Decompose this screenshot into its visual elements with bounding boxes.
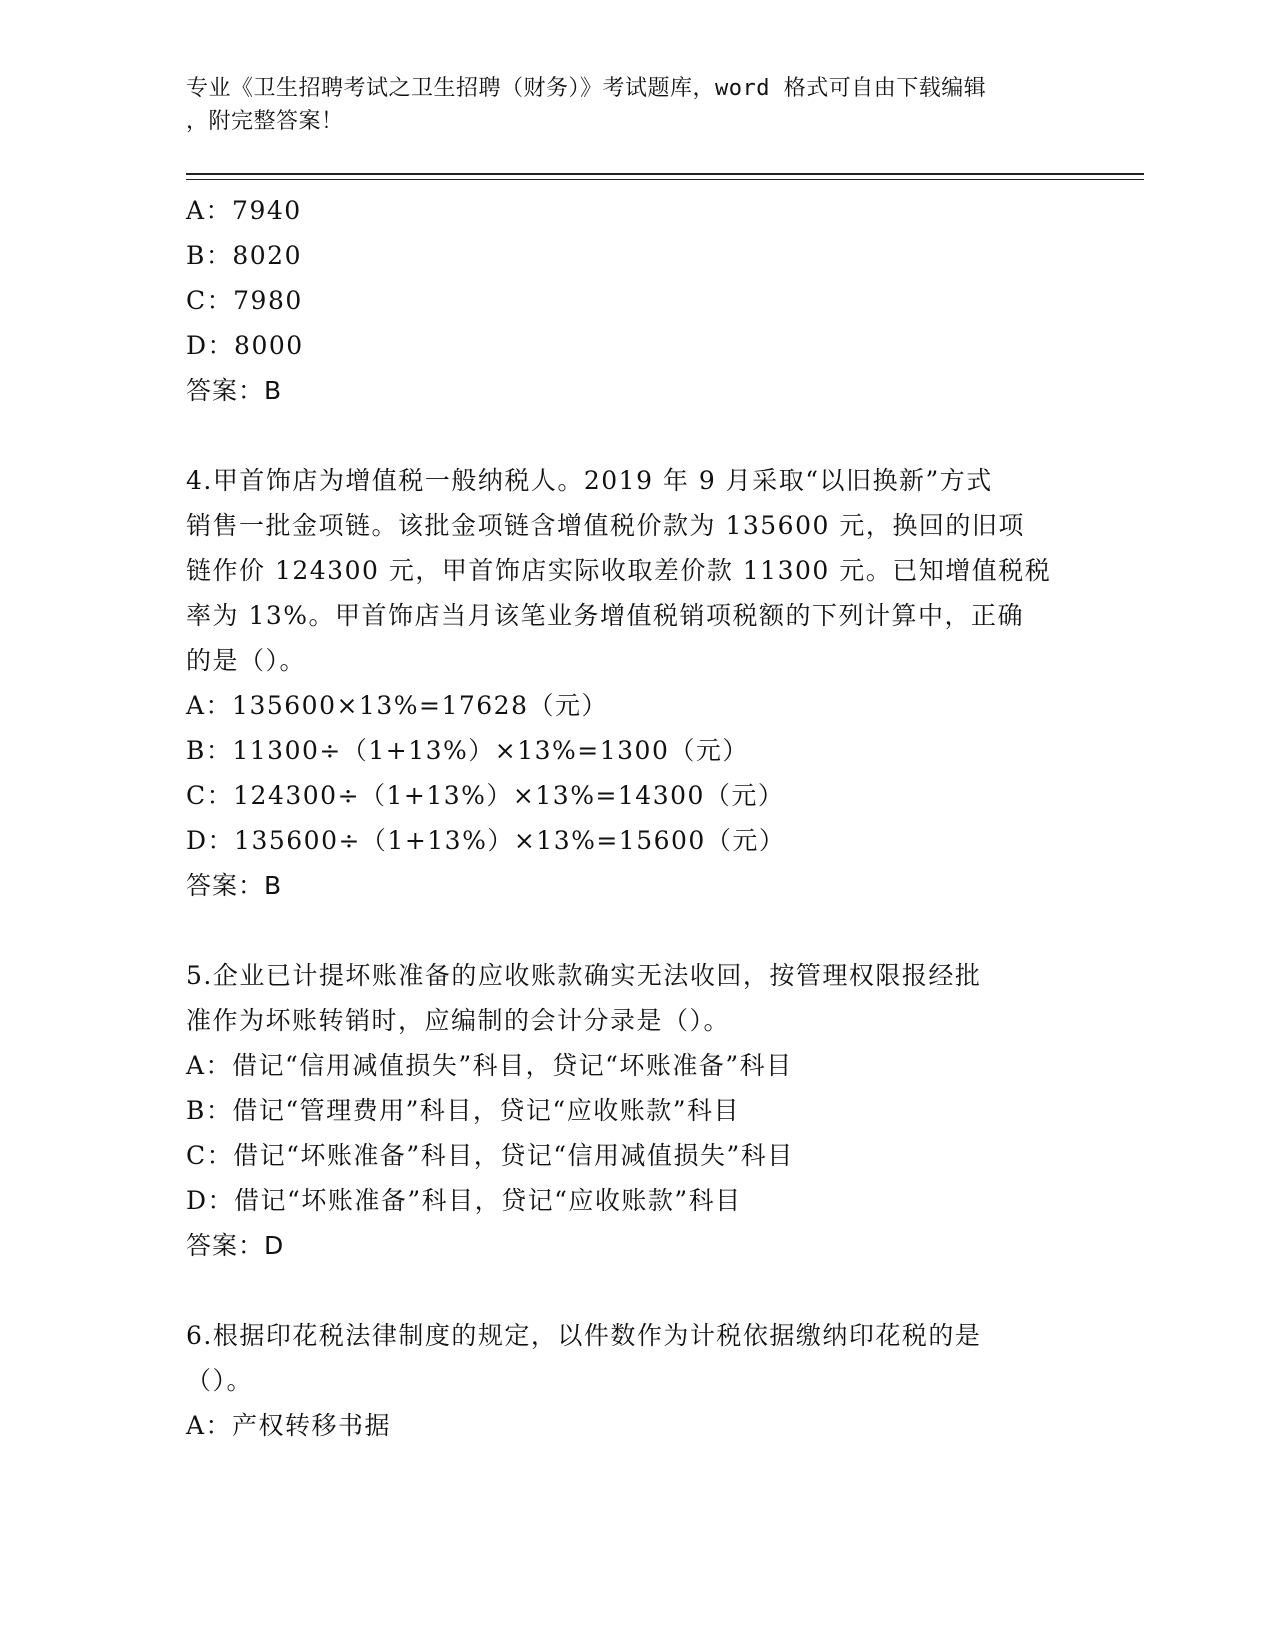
option-b: B：8020	[186, 241, 302, 270]
question-stem-line: 链作价 124300 元，甲首饰店实际收取差价款 11300 元。已知增值税税	[186, 556, 1052, 585]
question-3-block	[186, 188, 1086, 413]
header-divider-thin	[186, 179, 1144, 180]
question-5-block	[186, 953, 1086, 1268]
option-d: D：135600÷（1+13%）×13%=15600（元）	[186, 826, 786, 855]
option-a: A：7940	[186, 196, 302, 225]
option-c: C：124300÷（1+13%）×13%=14300（元）	[186, 781, 785, 810]
question-stem-line: 率为 13%。甲首饰店当月该笔业务增值税销项税额的下列计算中，正确	[186, 601, 1025, 630]
question-stem-line: （）。	[186, 1366, 254, 1395]
spacer	[186, 908, 1086, 953]
question-stem-line: 5.企业已计提坏账准备的应收账款确实无法收回，按管理权限报经批	[186, 961, 982, 990]
header-line-1: 专业《卫生招聘考试之卫生招聘（财务）》考试题库，word 格式可自由下载编辑	[186, 76, 987, 101]
header-divider-thick	[186, 173, 1144, 175]
spacer	[186, 413, 1086, 458]
question-stem-line: 准作为坏账转销时，应编制的会计分录是（）。	[186, 1006, 731, 1035]
option-d: D：借记“坏账准备”科目，贷记“应收账款”科目	[186, 1186, 742, 1215]
option-c: C：7980	[186, 286, 303, 315]
option-b: B：11300÷（1+13%）×13%=1300（元）	[186, 736, 749, 765]
question-6-block	[186, 1313, 1086, 1448]
question-stem-line: 4.甲首饰店为增值税一般纳税人。2019 年 9 月采取“以旧换新”方式	[186, 466, 993, 495]
question-content	[186, 188, 1086, 1448]
answer-line: 答案：B	[186, 376, 283, 405]
option-a: A：135600×13%=17628（元）	[186, 691, 608, 720]
option-a: A：借记“信用减值损失”科目，贷记“坏账准备”科目	[186, 1051, 793, 1080]
option-a: A：产权转移书据	[186, 1411, 392, 1440]
question-stem-line: 6.根据印花税法律制度的规定，以件数作为计税依据缴纳印花税的是	[186, 1321, 982, 1350]
question-4-block	[186, 458, 1086, 908]
answer-line: 答案：B	[186, 871, 283, 900]
question-stem-line: 销售一批金项链。该批金项链含增值税价款为 135600 元，换回的旧项	[186, 511, 1025, 540]
option-b: B：借记“管理费用”科目，贷记“应收账款”科目	[186, 1096, 740, 1125]
option-c: C：借记“坏账准备”科目，贷记“信用减值损失”科目	[186, 1141, 794, 1170]
document-header	[186, 72, 1066, 138]
option-d: D：8000	[186, 331, 304, 360]
header-line-2: ，附完整答案！	[186, 109, 344, 134]
answer-line: 答案：D	[186, 1231, 285, 1260]
question-stem-line: 的是（）。	[186, 646, 307, 675]
spacer	[186, 1268, 1086, 1313]
